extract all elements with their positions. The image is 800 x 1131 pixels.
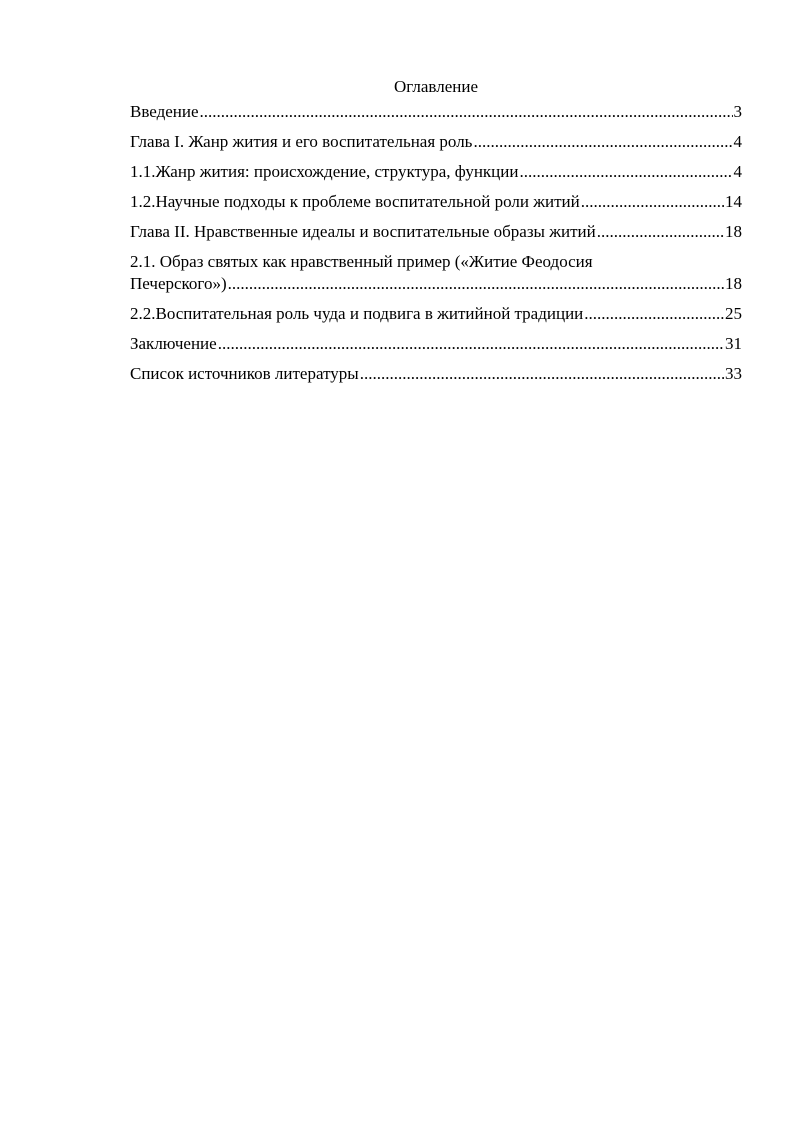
toc-entry-page: 33 [725,364,742,383]
toc-entry-page: 14 [725,192,742,211]
toc-entry-label: Глава I. Жанр жития и его воспитательная роль [130,132,473,151]
toc-entry-chapter-1[interactable] [130,131,742,153]
toc-entry-chapter-2[interactable] [130,221,742,243]
toc-entry-page: 3 [733,102,742,121]
toc-entry-label: Список источников литературы [130,364,359,383]
toc-entry-label-line2: Печерского») [130,274,227,293]
toc-entry-conclusion[interactable] [130,333,742,355]
toc-entry-section-1-2[interactable] [130,191,742,213]
toc-entry-page: 25 [725,304,742,323]
toc-entry-label: Введение [130,102,199,121]
toc-leader-dots [228,273,724,295]
toc-entry-references[interactable] [130,363,742,385]
toc-leader-dots [218,333,724,355]
toc-entry-page: 18 [725,222,742,241]
toc-entry-label: 2.2.Воспитательная роль чуда и подвига в житийной традиции [130,304,584,323]
toc-leader-dots [581,191,724,213]
toc-entry-line2 [130,273,742,295]
toc-leader-dots [200,101,733,123]
toc-entry-page: 31 [725,334,742,353]
toc-entry-label: Заключение [130,334,217,353]
toc-entry-page: 4 [733,162,742,181]
toc-entry-label: 1.2.Научные подходы к проблеме воспитательной роли житий [130,192,580,211]
toc-entry-section-1-1[interactable] [130,161,742,183]
toc-entry-label: 1.1.Жанр жития: происхождение, структура, функции [130,162,519,181]
toc-leader-dots [597,221,724,243]
toc-entry-label-line1: 2.1. Образ святых как нравственный пример («Житие Феодосия [130,252,593,271]
toc-entry-section-2-1[interactable] [130,251,742,295]
toc-leader-dots [360,363,724,385]
toc-leader-dots [473,131,732,153]
toc-leader-dots [519,161,732,183]
toc-entry-section-2-2[interactable] [130,303,742,325]
toc-entry-label: Глава II. Нравственные идеалы и воспитательные образы житий [130,222,596,241]
toc-title: Оглавление [394,77,478,96]
toc-entry-page: 4 [733,132,742,151]
toc-leader-dots [584,303,724,325]
toc-entry-introduction[interactable] [130,101,742,123]
toc-entry-page: 18 [725,274,742,293]
table-of-contents [130,76,742,393]
